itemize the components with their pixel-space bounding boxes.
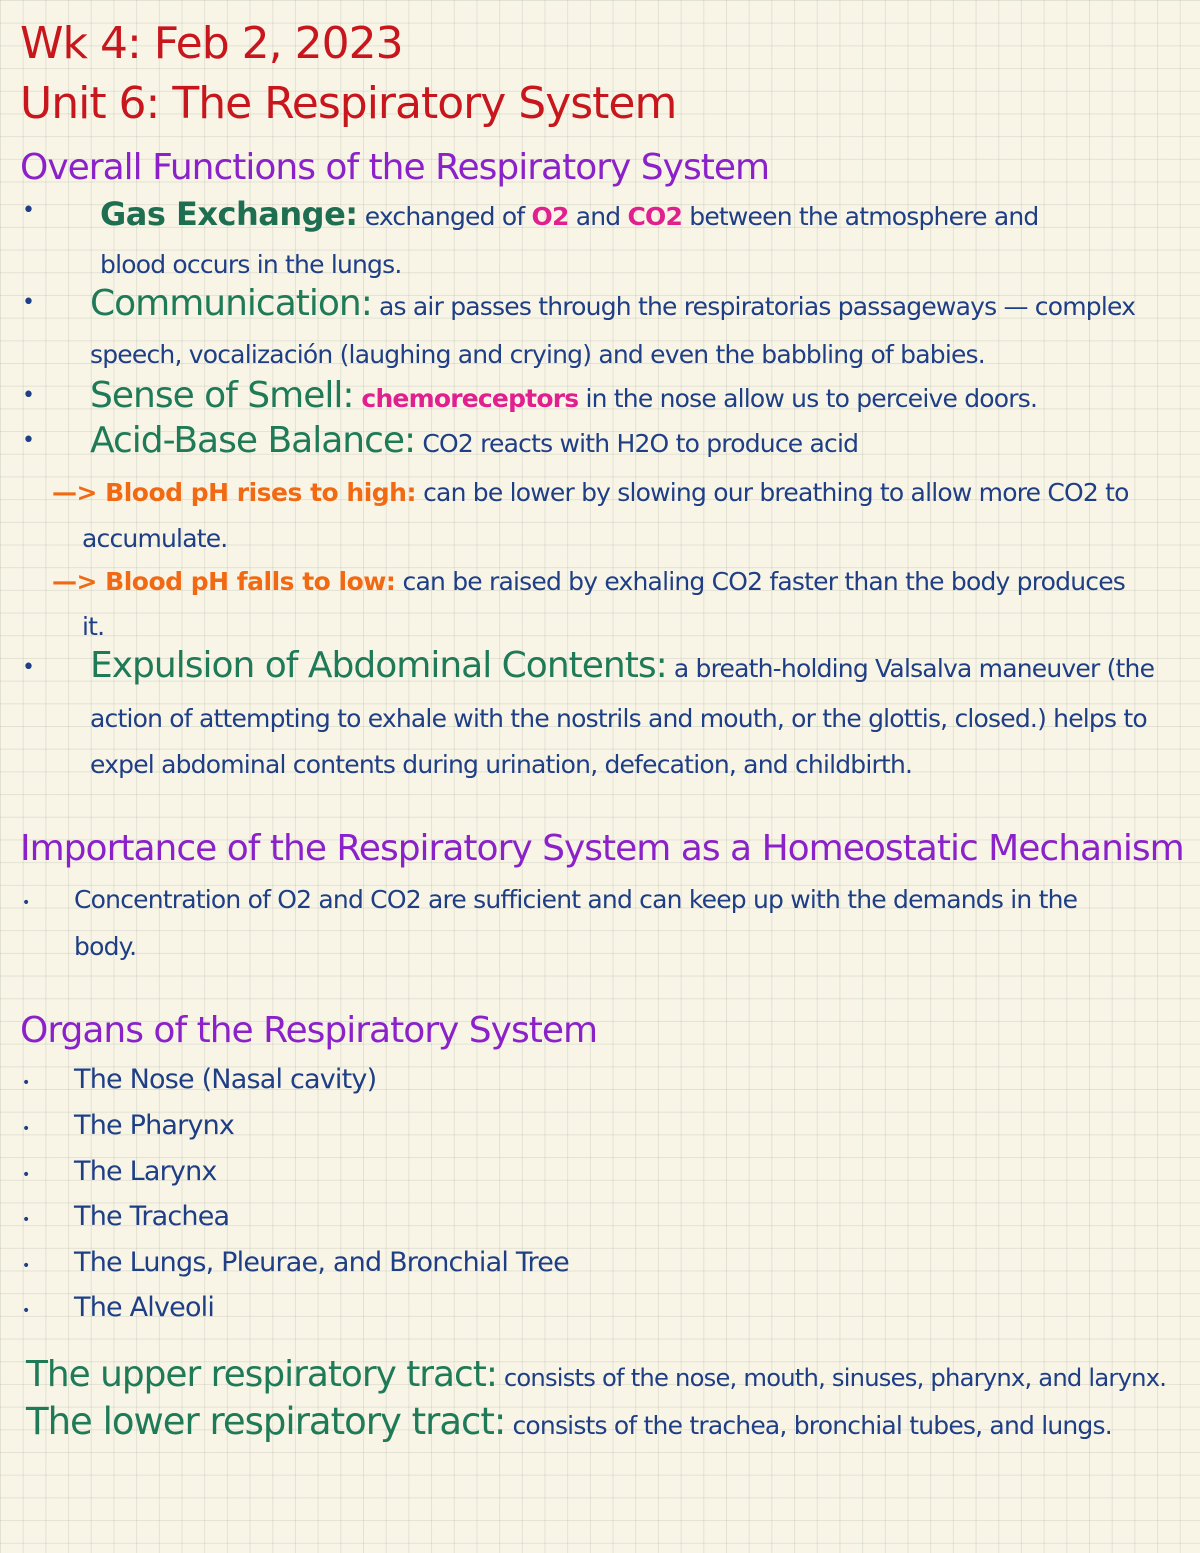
ph-rise-label: Blood pH rises to high: (96, 478, 416, 507)
gas-exchange-text: exchanged of (357, 202, 532, 231)
expulsion-item (90, 645, 1154, 686)
lower-tract-line (26, 1400, 1112, 1443)
ph-fall-item (52, 567, 1125, 596)
bullet-marker: • (22, 198, 35, 223)
upper-tract-text: consists of the nose, mouth, sinuses, pharynx, and larynx. (496, 1363, 1167, 1392)
bullet-marker: • (22, 428, 35, 453)
homeostasis-heading: Importance of the Respiratory System as a Homeostatic Mechanism (20, 828, 1184, 869)
communication-line2: speech, vocalización (laughing and crying) and even the babbling of babies. (90, 340, 985, 369)
ph-fall-line2: it. (82, 612, 105, 641)
homeostasis-line1: Concentration of O2 and CO2 are sufficient and can keep up with the demands in the (74, 885, 1078, 914)
organ-list-item: The Trachea (74, 1201, 230, 1232)
ph-rise-line2: accumulate. (82, 524, 228, 553)
lower-tract-term: The lower respiratory tract: (26, 1400, 506, 1443)
gas-exchange-line2: blood occurs in the lungs. (100, 250, 402, 279)
o2-highlight: O2 (531, 202, 569, 231)
arrow-icon: —> (52, 478, 97, 507)
organ-list-item: The Nose (Nasal cavity) (74, 1064, 377, 1095)
gas-exchange-text-end: between the atmosphere and (682, 202, 1039, 231)
ph-rise-item (52, 478, 1129, 507)
organ-list-item: The Pharynx (74, 1110, 235, 1141)
upper-tract-line (26, 1354, 1166, 1395)
communication-item (90, 283, 1135, 324)
expulsion-line3: expel abdominal contents during urination, defecation, and childbirth. (90, 750, 913, 779)
chemoreceptors-highlight: chemoreceptors (353, 384, 579, 413)
arrow-icon: —> (52, 567, 97, 596)
bullet-marker: • (22, 1303, 31, 1319)
co2-highlight: CO2 (627, 202, 683, 231)
bullet-marker: • (22, 1258, 31, 1274)
lower-tract-text: consists of the trachea, bronchial tubes, and lungs. (505, 1411, 1112, 1440)
acid-base-item (90, 420, 858, 461)
ph-fall-label: Blood pH falls to low: (96, 567, 396, 596)
bullet-marker: • (22, 1167, 31, 1183)
communication-term: Communication: (90, 283, 372, 324)
bullet-marker: • (22, 290, 35, 315)
week-date-title: Wk 4: Feb 2, 2023 (20, 18, 403, 69)
functions-heading: Overall Functions of the Respiratory System (20, 147, 770, 188)
bullet-marker: • (22, 1075, 31, 1091)
bullet-marker: • (22, 655, 35, 680)
organ-list-item: The Alveoli (74, 1292, 215, 1323)
smell-item (90, 375, 1037, 416)
unit-title: Unit 6: The Respiratory System (20, 78, 677, 129)
homeostasis-line2: body. (74, 932, 137, 961)
bullet-marker: • (22, 1212, 31, 1228)
ph-rise-text: can be lower by slowing our breathing to allow more CO2 to (415, 478, 1129, 507)
organ-list-item: The Larynx (74, 1156, 217, 1187)
expulsion-text: a breath-holding Valsalva maneuver (the (666, 654, 1155, 683)
acid-base-text: CO2 reacts with H2O to produce acid (415, 429, 859, 458)
gas-exchange-item (100, 195, 1038, 233)
organs-heading: Organs of the Respiratory System (20, 1010, 598, 1051)
smell-term: Sense of Smell: (90, 375, 354, 416)
bullet-marker: • (22, 1121, 31, 1137)
organ-list-item: The Lungs, Pleurae, and Bronchial Tree (74, 1247, 569, 1278)
expulsion-line2: action of attempting to exhale with the nostrils and mouth, or the glottis, closed.) helps to (90, 704, 1147, 733)
acid-base-term: Acid-Base Balance: (90, 420, 416, 461)
smell-text: in the nose allow us to perceive doors. (578, 384, 1038, 413)
ph-fall-text: can be raised by exhaling CO2 faster than the body produces (395, 567, 1126, 596)
bullet-marker: • (22, 383, 35, 408)
expulsion-term: Expulsion of Abdominal Contents: (90, 645, 667, 686)
communication-text: as air passes through the respiratorias passageways — complex (371, 292, 1136, 321)
gas-exchange-term: Gas Exchange: (100, 195, 358, 233)
bullet-marker: • (22, 895, 31, 911)
upper-tract-term: The upper respiratory tract: (26, 1354, 497, 1395)
gas-exchange-and: and (568, 202, 628, 231)
